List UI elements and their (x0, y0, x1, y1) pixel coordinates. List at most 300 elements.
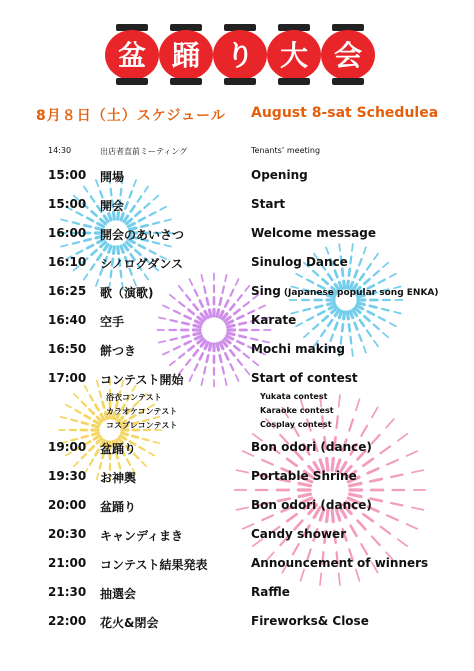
schedule-item-en-label: Sinulog Dance (251, 255, 348, 269)
firework-spark (84, 274, 88, 279)
firework-spark (359, 335, 361, 341)
firework-spark (220, 298, 221, 304)
schedule-item-en-label: Sing (251, 284, 281, 298)
schedule-item-en (251, 469, 357, 483)
firework-spark (350, 483, 361, 485)
firework-spark (367, 264, 371, 270)
schedule-item-en (251, 197, 285, 211)
firework-spark (102, 402, 104, 408)
firework-spark (355, 271, 357, 277)
firework-spark (391, 475, 402, 477)
firework-spark (262, 460, 273, 465)
schedule-time: 16:00 (48, 226, 87, 240)
schedule-item-jp: 盆踊り (100, 500, 137, 514)
schedule-time: 21:30 (48, 585, 87, 599)
schedule-item-en (251, 614, 369, 628)
firework-spark (189, 375, 192, 381)
firework-spark (398, 539, 407, 546)
firework-spark (118, 247, 119, 254)
firework-spark (171, 338, 177, 339)
firework-spark (237, 507, 248, 509)
firework-spark (77, 251, 83, 254)
firework-spark (217, 344, 218, 350)
firework-spark (349, 324, 350, 331)
firework-spark (236, 375, 239, 381)
firework-spark (222, 287, 223, 293)
firework-spark (153, 222, 159, 224)
firework-spark (153, 442, 159, 444)
schedule-time: 15:00 (48, 168, 87, 182)
firework-spark (350, 337, 351, 344)
firework-spark (73, 222, 79, 224)
firework-spark (296, 323, 302, 326)
schedule-item-en (251, 226, 376, 240)
firework-spark (225, 379, 226, 385)
firework-spark (144, 186, 148, 191)
firework-spark (135, 211, 140, 215)
firework-spark (374, 325, 379, 330)
lantern-cap (116, 78, 148, 85)
firework-spark (370, 499, 381, 501)
firework-spark (61, 417, 67, 419)
firework-spark (77, 212, 83, 215)
firework-spark (220, 343, 223, 349)
firework-spark (74, 462, 78, 466)
schedule-time: 20:30 (48, 527, 87, 541)
firework-spark (394, 312, 401, 314)
firework-spark (361, 544, 367, 554)
firework-spark (383, 333, 388, 338)
firework-spark (185, 316, 191, 319)
schedule-item-en (251, 371, 358, 385)
schedule-item-jp: コンテスト結果発表 (100, 558, 208, 572)
firework-spark (84, 386, 87, 391)
schedule-item-jp: 歌（演歌) (100, 286, 154, 300)
firework-spark (360, 320, 364, 326)
firework-spark (182, 323, 188, 324)
firework-spark (111, 189, 112, 196)
firework-spark (299, 483, 310, 485)
schedule-item-en-label: Bon odori (dance) (251, 440, 372, 454)
title-char: 盆 (117, 39, 147, 72)
firework-spark (349, 269, 350, 276)
firework-spark (339, 244, 340, 251)
firework-spark (361, 426, 367, 436)
firework-spark (174, 311, 180, 314)
firework-spark (239, 323, 245, 324)
firework-spark (129, 191, 131, 197)
title-char: 大 (279, 39, 309, 72)
firework-spark (165, 219, 171, 221)
firework-spark (350, 494, 361, 496)
firework-spark (194, 333, 200, 334)
firework-spark (165, 245, 171, 247)
firework-spark (94, 436, 99, 439)
firework-spark (125, 203, 127, 209)
firework-spark (160, 207, 166, 210)
firework-spark (237, 316, 243, 319)
lantern-cap (332, 24, 364, 31)
schedule-item-en-label: Announcement of winners (251, 556, 429, 570)
schedule-time: 15:00 (48, 197, 87, 211)
firework-spark (238, 295, 242, 300)
schedule-item-en (251, 284, 439, 298)
firework-spark (170, 295, 175, 299)
firework-spark (89, 446, 93, 450)
firework-spark (387, 515, 398, 520)
firework-spark (304, 333, 309, 338)
firework-spark (358, 521, 366, 530)
schedule-item-jp: 開場 (100, 170, 125, 184)
firework-spark (182, 336, 188, 337)
firework-spark (412, 470, 423, 472)
lantern-cap (224, 78, 256, 85)
firework-spark (205, 311, 208, 317)
schedule-item-jp: 空手 (100, 315, 125, 329)
firework-spark (139, 447, 144, 450)
schedule-item-jp: 花火&閉会 (100, 616, 159, 630)
firework-spark (200, 301, 203, 307)
schedule-item-en (251, 255, 348, 269)
firework-spark (150, 212, 156, 215)
lantern (267, 24, 321, 85)
firework-spark (82, 422, 88, 424)
firework-spark (245, 369, 249, 374)
schedule-time: 16:50 (48, 342, 87, 356)
firework-spark (75, 410, 80, 413)
schedule-item-en-label: Start of contest (251, 371, 358, 385)
firework-spark (61, 219, 67, 221)
firework-spark (209, 310, 210, 316)
firework-spark (179, 286, 183, 291)
schedule-time: 22:00 (48, 614, 87, 628)
firework-spark (217, 310, 218, 316)
firework-spark (225, 275, 226, 281)
firework-spark (370, 479, 381, 481)
firework-spark (386, 419, 394, 428)
firework-spark (390, 323, 396, 326)
firework-spark (82, 436, 88, 438)
schedule-item-en-label: Raffle (251, 585, 290, 599)
firework-spark (163, 352, 169, 355)
firework-spark (85, 415, 90, 418)
schedule-item-en-label: Welcome message (251, 226, 376, 240)
firework-spark (100, 391, 102, 397)
firework-spark (126, 219, 131, 223)
title-char: り (225, 39, 255, 72)
schedule-item-en (251, 498, 372, 512)
schedule-item-en-label: Start (251, 197, 286, 211)
firework-spark (330, 335, 332, 341)
firework-spark (159, 341, 165, 342)
firework-spark (74, 394, 78, 398)
firework-spark (127, 459, 130, 464)
firework-spark (66, 404, 71, 407)
schedule-item-en-label: Bon odori (dance) (251, 498, 372, 512)
firework-spark (200, 353, 203, 359)
firework-spark (144, 274, 148, 279)
firework-spark (360, 274, 364, 280)
schedule-item-en (251, 440, 372, 454)
schedule-time: 16:40 (48, 313, 87, 327)
schedule-item-en (251, 342, 345, 356)
lantern (321, 24, 375, 85)
firework-spark (119, 463, 121, 469)
firework-spark (234, 346, 239, 350)
firework-spark (337, 416, 338, 428)
firework-spark (91, 196, 95, 201)
schedule-heading-en: August 8-sat Schedulea (251, 105, 439, 121)
title-char: 会 (333, 39, 363, 72)
firework-spark (227, 336, 233, 339)
firework-spark (307, 280, 313, 283)
lantern-title (0, 0, 474, 100)
firework-spark (262, 515, 273, 520)
lantern-cap (170, 24, 202, 31)
schedule-item-jp: キャンディまき (100, 529, 184, 543)
firework-spark (95, 405, 98, 410)
firework-spark (204, 287, 205, 293)
firework-spark (350, 311, 352, 317)
firework-spark (238, 360, 242, 365)
firework-spark (209, 344, 210, 350)
schedule-time: 16:10 (48, 255, 87, 269)
lantern (159, 24, 213, 85)
firework-spark (374, 341, 378, 347)
firework-spark (321, 330, 325, 336)
firework-spark (363, 459, 372, 466)
schedule-item-jp: 出店者直前ミーティング (100, 147, 188, 156)
firework-spark (398, 434, 407, 441)
firework-spark (121, 214, 123, 220)
firework-spark (94, 421, 99, 424)
firework-spark (356, 399, 360, 410)
schedule-item-en-label: Karate (251, 313, 297, 327)
firework-spark (189, 310, 194, 314)
firework-spark (100, 463, 102, 469)
firework-spark (244, 302, 249, 306)
schedule-item-jp: 餅つき (100, 344, 137, 358)
firework-spark (323, 316, 328, 321)
firework-spark (97, 381, 99, 387)
firework-spark (355, 323, 357, 329)
lantern-cap (116, 24, 148, 31)
firework-spark (228, 333, 234, 334)
lantern-cap (278, 78, 310, 85)
schedule-item-jp: コンテスト開始 (100, 373, 184, 387)
firework-spark (114, 247, 115, 254)
firework-spark (299, 494, 310, 496)
firework-spark (228, 325, 234, 326)
firework-spark (174, 346, 180, 349)
firework-spark (142, 462, 146, 466)
firework-spark (222, 367, 223, 373)
firework-spark (143, 439, 149, 441)
firework-spark (382, 309, 389, 311)
contest-item-jp: 浴衣コンテスト (106, 393, 162, 402)
firework-spark (109, 214, 111, 220)
firework-spark (93, 433, 99, 435)
firework-spark (237, 341, 243, 344)
firework-spark (171, 320, 177, 321)
schedule-time: 16:25 (48, 284, 87, 298)
firework-spark (381, 446, 390, 453)
firework-spark (87, 245, 93, 248)
firework-spark (104, 216, 108, 221)
firework-spark (372, 407, 378, 417)
lantern-cap (332, 78, 364, 85)
firework-spark (328, 320, 332, 326)
firework-spark (364, 316, 369, 321)
firework-spark (225, 353, 228, 359)
schedule-item-en-label: Opening (251, 168, 308, 182)
schedule-item-en-label: Portable Shrine (251, 469, 357, 483)
firework-spark (121, 246, 123, 252)
firework-spark (144, 203, 149, 207)
firework-spark (234, 310, 239, 314)
schedule-item-jp: 開会 (100, 199, 125, 213)
firework-spark (207, 298, 208, 304)
firework-spark (195, 336, 201, 339)
firework-spark (109, 246, 111, 252)
schedule-item-en-label: Fireworks& Close (251, 614, 369, 628)
firework-spark (342, 324, 343, 331)
firework-spark (313, 325, 318, 330)
firework-spark (104, 245, 108, 250)
firework-spark (97, 473, 99, 479)
firework-spark (326, 247, 328, 253)
schedule-time: 19:30 (48, 469, 87, 483)
firework-spark (230, 364, 233, 370)
contest-item-en: Cosplay contest (260, 420, 332, 429)
firework-spark (237, 470, 248, 472)
firework-spark (163, 305, 169, 308)
schedule-item-jp: 盆踊り (100, 442, 137, 456)
schedule-item-en: Tenants’ meeting (251, 146, 321, 155)
firework-spark (139, 218, 145, 221)
firework-spark (407, 524, 418, 529)
firework-spark (358, 303, 365, 305)
firework-spark (320, 573, 321, 585)
firework-spark (96, 180, 98, 186)
schedule-time: 14:30 (48, 146, 72, 155)
schedule-item-en (251, 168, 308, 182)
firework-spark (328, 303, 335, 305)
contest-item-en: Yukata contest (260, 392, 328, 401)
firework-spark (204, 367, 205, 373)
schedule-item-en-label: Candy shower (251, 527, 347, 541)
firework-spark (391, 503, 402, 505)
firework-spark (335, 323, 337, 329)
firework-spark (379, 280, 385, 283)
firework-spark (374, 271, 379, 276)
firework-spark (307, 317, 313, 320)
firework-spark (179, 354, 184, 358)
firework-spark (347, 312, 348, 319)
firework-spark (93, 425, 99, 427)
firework-spark (225, 301, 228, 307)
firework-spark (101, 219, 106, 223)
firework-spark (84, 186, 88, 191)
firework-spark (364, 346, 366, 352)
firework-spark (92, 250, 97, 254)
firework-spark (90, 459, 93, 464)
schedule-item-en (251, 313, 296, 327)
schedule-time: 17:00 (48, 371, 87, 385)
firework-spark (90, 395, 93, 400)
firework-spark (383, 263, 388, 268)
schedule-time: 21:00 (48, 556, 87, 570)
firework-spark (153, 195, 158, 199)
lantern (213, 24, 267, 85)
firework-spark (313, 271, 318, 276)
lantern-cap (224, 24, 256, 31)
schedule-time: 19:00 (48, 440, 87, 454)
firework-spark (387, 460, 398, 465)
contest-item-jp: カラオケコンテスト (106, 407, 178, 416)
contest-item-jp: コスプレコンテスト (106, 421, 178, 430)
firework-spark (230, 305, 234, 310)
schedule-item-jp: 抽選会 (100, 587, 137, 601)
firework-spark (220, 355, 221, 361)
lantern-cap (170, 78, 202, 85)
firework-spark (293, 544, 299, 554)
firework-spark (201, 275, 202, 281)
firework-spark (259, 305, 265, 308)
firework-spark (195, 321, 201, 324)
firework-spark (189, 279, 192, 285)
firework-spark (194, 325, 200, 326)
firework-spark (131, 206, 135, 211)
schedule-item-en (251, 527, 346, 541)
firework-spark (350, 256, 351, 263)
firework-spark (245, 286, 249, 291)
firework-spark (339, 573, 340, 585)
firework-spark (82, 402, 86, 406)
firework-spark (390, 274, 396, 277)
firework-spark (139, 245, 145, 248)
firework-spark (368, 311, 374, 314)
schedule-time: 20:00 (48, 498, 87, 512)
firework-spark (363, 514, 372, 521)
firework-spark (170, 361, 175, 365)
firework-spark (412, 507, 423, 509)
firework-spark (205, 343, 208, 349)
firework-spark (195, 364, 198, 370)
firework-spark (195, 290, 198, 296)
firework-spark (220, 311, 223, 317)
firework-spark (61, 245, 67, 247)
schedule-item-jp: 開会のあいさつ (100, 228, 185, 242)
firework-spark (120, 436, 125, 439)
firework-spark (91, 264, 95, 269)
firework-spark (372, 536, 380, 545)
firework-spark (71, 420, 77, 422)
firework-spark (356, 570, 360, 581)
firework-spark (194, 305, 198, 310)
firework-spark (149, 453, 154, 456)
firework-spark (207, 355, 208, 361)
firework-spark (122, 433, 128, 435)
firework-spark (201, 379, 202, 385)
firework-spark (95, 450, 98, 455)
firework-spark (339, 395, 340, 407)
firework-spark (316, 306, 323, 308)
firework-spark (82, 454, 86, 458)
firework-spark (287, 459, 296, 466)
firework-spark (372, 435, 380, 444)
firework-spark (227, 321, 233, 324)
